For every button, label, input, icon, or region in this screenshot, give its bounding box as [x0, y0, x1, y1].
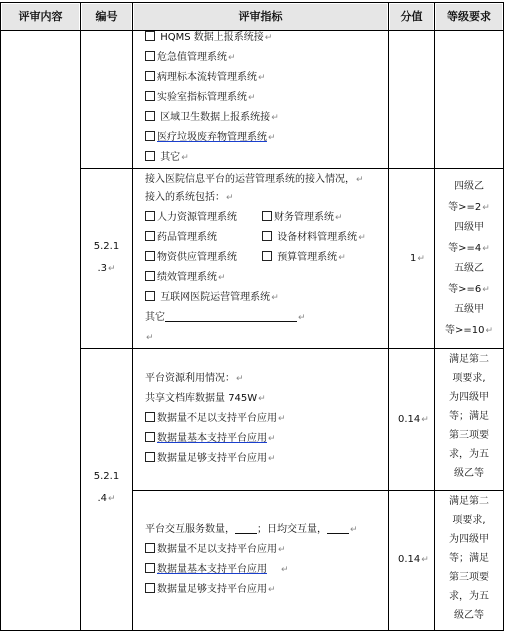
item-number: 5.2.1 .4↵ [93, 471, 120, 504]
fill-in-blank [165, 321, 297, 322]
list-item: 病理标本流转管理系统↵ [145, 68, 266, 88]
list-item: 财务管理系统↵ [262, 208, 343, 228]
checkbox-icon [145, 271, 155, 281]
table-right-border [503, 2, 504, 631]
checkbox-icon [145, 543, 155, 553]
item-number: 5.2.1 .3↵ [93, 241, 120, 274]
checkbox-icon [145, 111, 155, 121]
indicator-title: 平台资源利用情况：↵ [145, 373, 244, 384]
row-divider [80, 348, 504, 349]
column-divider [132, 2, 133, 631]
header-score: 分值 [390, 4, 433, 30]
list-item: 区域卫生数据上报系统接↵ [145, 108, 279, 128]
checkbox-icon [145, 563, 155, 573]
list-item: 药品管理系统 [145, 228, 217, 248]
table-left-border [0, 2, 1, 631]
fill-in-blank [235, 533, 257, 534]
indicator-intro: 接入的系统包括：↵ [145, 192, 234, 203]
list-item: 危急值管理系统↵ [145, 48, 236, 68]
column-divider [434, 2, 435, 631]
header-content: 评审内容 [2, 4, 79, 30]
table-top-border [0, 2, 504, 3]
indicator-metric: 共享文档库数据量 745W↵ [145, 393, 266, 404]
checkbox-icon [145, 412, 155, 422]
list-item: HQMS 数据上报系统接↵ [145, 28, 272, 48]
checkbox-icon [145, 131, 155, 141]
checkbox-icon [145, 31, 155, 41]
indicator-title: 平台交互服务数量， ；日均交互量， ↵ [145, 524, 358, 535]
list-item: 人力资源管理系统 [145, 208, 237, 228]
checkbox-icon [262, 231, 272, 241]
indicator-intro: 接入医院信息平台的运营管理系统的接入情况，↵ [145, 174, 364, 185]
checkbox-icon [262, 251, 272, 261]
list-item: 数据量不足以支持平台应用↵ [145, 540, 286, 560]
grade-requirement: 满足第二 项要求, 为四级甲 等；满足 第三项要 求，为五 级乙等 [449, 354, 489, 479]
checkbox-icon [145, 211, 155, 221]
checkbox-icon [145, 91, 155, 101]
score-value: 0.14↵ [398, 554, 429, 565]
list-item: 其它↵ [145, 148, 189, 168]
list-item: 数据量基本支持平台应用↵ [145, 429, 276, 449]
checkbox-icon [145, 51, 155, 61]
list-item: 物资供应管理系统 [145, 248, 237, 268]
checkbox-icon [262, 211, 272, 221]
list-item: 数据量足够支持平台应用↵ [145, 449, 276, 469]
score-value: 0.14↵ [398, 414, 429, 425]
checkbox-icon [145, 251, 155, 261]
list-item: 数据量足够支持平台应用↵ [145, 580, 276, 600]
header-indicator: 评审指标 [134, 4, 387, 30]
list-item: 互联网医院运营管理系统↵ [145, 288, 279, 308]
list-item-other: 其它 ↵ [145, 312, 306, 323]
list-item: 数据量不足以支持平台应用↵ [145, 409, 286, 429]
column-divider [388, 2, 389, 631]
column-divider [80, 2, 81, 631]
list-item: 绩效管理系统↵ [145, 268, 226, 288]
list-item: 实验室指标管理系统↵ [145, 88, 256, 108]
paragraph-mark: ↵ [146, 333, 154, 343]
list-item: 预算管理系统↵ [262, 248, 346, 268]
checkbox-icon [145, 151, 155, 161]
list-item: 数据量基本支持平台应用 ↵ [145, 560, 289, 580]
fill-in-blank [327, 533, 349, 534]
list-item: 医疗垃圾废弃物管理系统↵ [145, 128, 276, 148]
row-divider [132, 490, 504, 491]
table-bottom-border [0, 630, 504, 631]
checkbox-icon [145, 71, 155, 81]
header-number: 编号 [82, 4, 131, 30]
grade-requirement: 满足第二 项要求, 为四级甲 等；满足 第三项要 求，为五 级乙等 [449, 496, 489, 621]
header-grade: 等级要求 [436, 4, 502, 30]
score-value: 1↵ [410, 253, 425, 264]
checkbox-icon [145, 432, 155, 442]
checkbox-icon [145, 452, 155, 462]
checkbox-icon [145, 291, 155, 301]
checkbox-icon [145, 231, 155, 241]
grade-requirement: 四级乙 等>=2↵ 四级甲 等>=4↵ 五级乙 等>=6↵ 五级甲 等>=10↵ [444, 181, 494, 336]
checkbox-icon [145, 583, 155, 593]
list-item: 设备材料管理系统↵ [262, 228, 366, 248]
row-divider [80, 168, 504, 169]
